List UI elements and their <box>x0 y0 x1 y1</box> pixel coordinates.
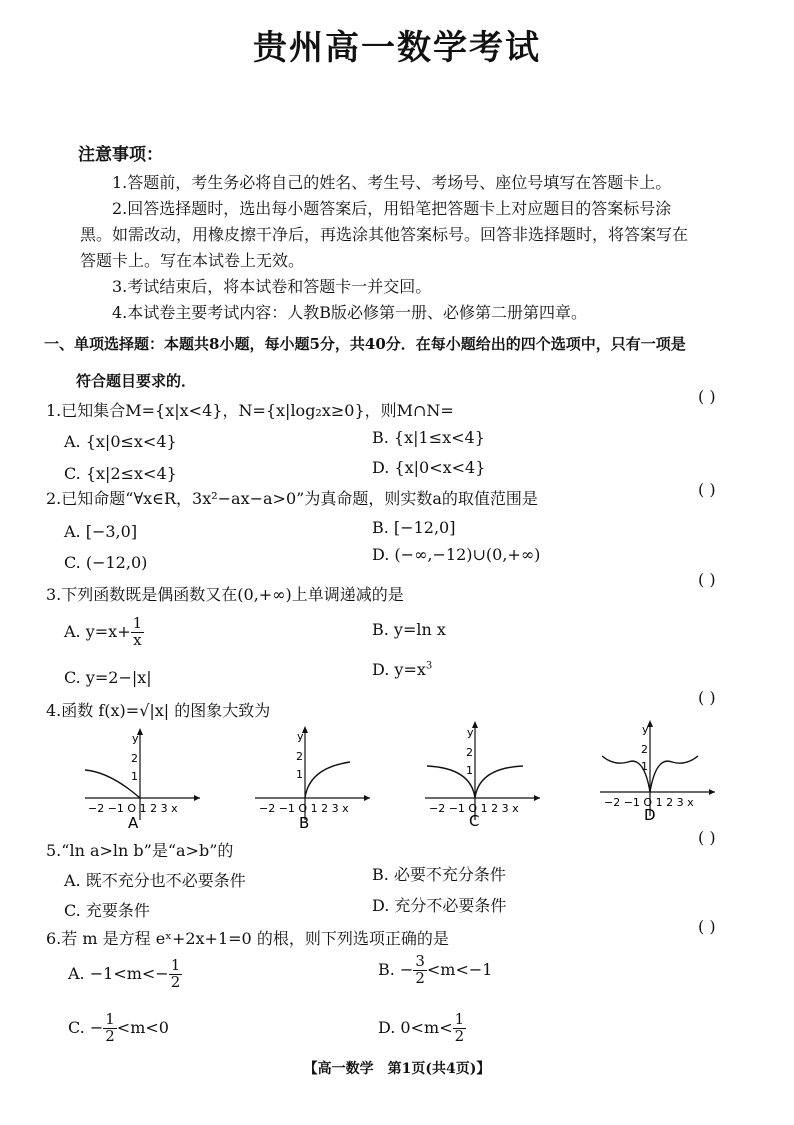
q6-c-prefix: C. − <box>68 1017 104 1037</box>
q6-c-fraction <box>103 1012 117 1045</box>
q1-answer-paren: ( ) <box>698 387 716 406</box>
q6-b-numerator: 3 <box>415 952 425 970</box>
q6-a-prefix: A. −1<m<− <box>68 963 169 983</box>
q3-a-denominator: x <box>133 630 142 649</box>
graph-a-xticks: −2 −1 O 1 2 3 x <box>88 802 178 815</box>
section-heading-1: 一、单项选择题：本题共8小题，每小题5分，共40分．在每小题给出的四个选项中，只有一项是 <box>44 335 686 353</box>
q1-option-c: C. {x|2≤x<4} <box>64 464 177 483</box>
q3-option-c: C. y=2−|x| <box>64 668 152 687</box>
graph-c-xticks: −2 −1 O 1 2 3 x <box>429 802 519 815</box>
q6-b-prefix: B. − <box>378 959 414 979</box>
q6-c-suffix: <m<0 <box>116 1017 169 1037</box>
q6-d-numerator: 1 <box>454 1010 465 1028</box>
graph-c-label: C <box>469 812 480 830</box>
graph-b-y-label: y <box>297 730 304 743</box>
graph-d <box>600 720 715 824</box>
q3-option-d <box>372 660 432 679</box>
q5-option-a: A. 既不充分也不必要条件 <box>64 871 246 890</box>
graph-a-x-arrow <box>194 795 200 801</box>
graph-a-tick-2: 2 <box>131 752 138 765</box>
q6-a-numerator: 1 <box>170 956 181 974</box>
q3-d-base: D. y=x <box>372 660 426 679</box>
graph-a-label: A <box>128 814 139 830</box>
q5-option-c: C. 充要条件 <box>64 901 150 920</box>
q1-stem: 1.已知集合M={x|x<4}，N={x|log₂x≥0}，则M∩N= <box>46 401 454 420</box>
graph-d-tick-1: 1 <box>641 760 648 773</box>
q3-a-numerator: 1 <box>132 614 143 632</box>
q3-option-a-prefix: A. y=x+ <box>64 621 131 641</box>
graph-d-xticks: −2 −1 O 1 2 3 x <box>604 796 694 809</box>
note-line-1: 1.答题前，考生务必将自己的姓名、考生号、考场号、座位号填写在答题卡上。 <box>112 173 672 192</box>
graph-a <box>85 728 200 830</box>
q6-c-numerator: 1 <box>105 1010 115 1028</box>
q6-b-denominator: 2 <box>415 968 425 987</box>
q2-answer-paren: ( ) <box>698 480 716 499</box>
q6-a-denominator: 2 <box>170 972 181 991</box>
q6-option-c <box>68 1012 169 1045</box>
q1-option-b: B. {x|1≤x<4} <box>372 428 485 447</box>
q2-stem: 2.已知命题“∀x∈R，3x²−ax−a>0”为真命题，则实数a的取值范围是 <box>46 489 538 508</box>
graph-b-xticks: −2 −1 O 1 2 3 x <box>259 802 349 815</box>
q1-option-d: D. {x|0<x<4} <box>372 458 486 477</box>
graph-d-y-label: y <box>642 723 649 736</box>
graph-c-x-arrow <box>534 795 540 801</box>
q6-b-fraction <box>413 954 427 987</box>
page-footer: 【高一数学 第1页(共4页)】 <box>303 1061 491 1077</box>
graph-d-x-arrow <box>709 789 715 795</box>
q5-option-d: D. 充分不必要条件 <box>372 896 507 915</box>
q6-option-d <box>378 1012 466 1045</box>
q3-answer-paren: ( ) <box>698 570 716 589</box>
graph-a-y-label: y <box>132 732 139 745</box>
graph-b-x-arrow <box>364 795 370 801</box>
graph-b-tick-2: 2 <box>296 750 303 763</box>
graph-c-tick-2: 2 <box>466 746 473 759</box>
q3-stem: 3.下列函数既是偶函数又在(0,+∞)上单调递减的是 <box>46 585 404 604</box>
notes-heading: 注意事项： <box>78 145 163 165</box>
note-line-6: 4.本试卷主要考试内容：人教B版必修第一册、必修第二册第四章。 <box>112 303 588 322</box>
q6-option-a <box>68 958 182 991</box>
q3-option-a <box>64 616 144 649</box>
q6-d-fraction <box>453 1012 467 1045</box>
q4-graphs <box>60 720 760 830</box>
q6-stem: 6.若 m 是方程 eˣ+2x+1=0 的根，则下列选项正确的是 <box>46 929 449 948</box>
graph-b-curve <box>305 762 350 798</box>
q6-answer-paren: ( ) <box>698 917 716 936</box>
q4-answer-paren: ( ) <box>698 688 716 707</box>
q5-answer-paren: ( ) <box>698 828 716 847</box>
q3-option-a-fraction <box>131 616 145 649</box>
graph-d-label: D <box>644 806 656 824</box>
graph-d-tick-2: 2 <box>641 743 648 756</box>
q6-c-denominator: 2 <box>105 1026 115 1045</box>
graph-c <box>425 721 540 830</box>
page-title: 贵州高一数学考试 <box>253 28 541 68</box>
graph-c-tick-1: 1 <box>466 764 473 777</box>
q3-option-b: B. y=ln x <box>372 620 446 639</box>
q6-b-suffix: <m<−1 <box>426 959 493 979</box>
note-line-2: 2.回答选择题时，选出每小题答案后，用铅笔把答题卡上对应题目的答案标号涂 <box>112 199 672 218</box>
q5-stem: 5.“ln a>ln b”是“a>b”的 <box>46 841 234 860</box>
note-line-4: 答题卡上。写在本试卷上无效。 <box>80 251 305 270</box>
q2-option-c: C. (−12,0) <box>64 553 148 572</box>
q4-stem: 4.函数 f(x)=√|x| 的图象大致为 <box>46 701 271 720</box>
q5-option-b: B. 必要不充分条件 <box>372 865 506 884</box>
note-line-3: 黑。如需改动，用橡皮擦干净后，再选涂其他答案标号。回答非选择题时，将答案写在 <box>80 225 689 244</box>
graph-b-tick-1: 1 <box>296 768 303 781</box>
q2-option-b: B. [−12,0] <box>372 518 456 537</box>
q6-d-prefix: D. 0<m< <box>378 1017 453 1037</box>
section-heading-2: 符合题目要求的． <box>76 372 197 390</box>
graph-b-label: B <box>299 814 310 830</box>
q2-option-a: A. [−3,0] <box>64 522 138 541</box>
q3-d-exponent: 3 <box>425 660 433 672</box>
q6-a-fraction <box>169 958 183 991</box>
q1-option-a: A. {x|0≤x<4} <box>64 432 177 451</box>
q6-option-b <box>378 954 492 987</box>
graph-c-y-label: y <box>467 726 474 739</box>
graph-b <box>255 726 370 830</box>
graph-a-tick-1: 1 <box>131 770 138 783</box>
note-line-5: 3.考试结束后，将本试卷和答题卡一并交回。 <box>112 277 432 296</box>
q6-d-denominator: 2 <box>454 1026 465 1045</box>
q2-option-d: D. (−∞,−12)∪(0,+∞) <box>372 545 541 564</box>
